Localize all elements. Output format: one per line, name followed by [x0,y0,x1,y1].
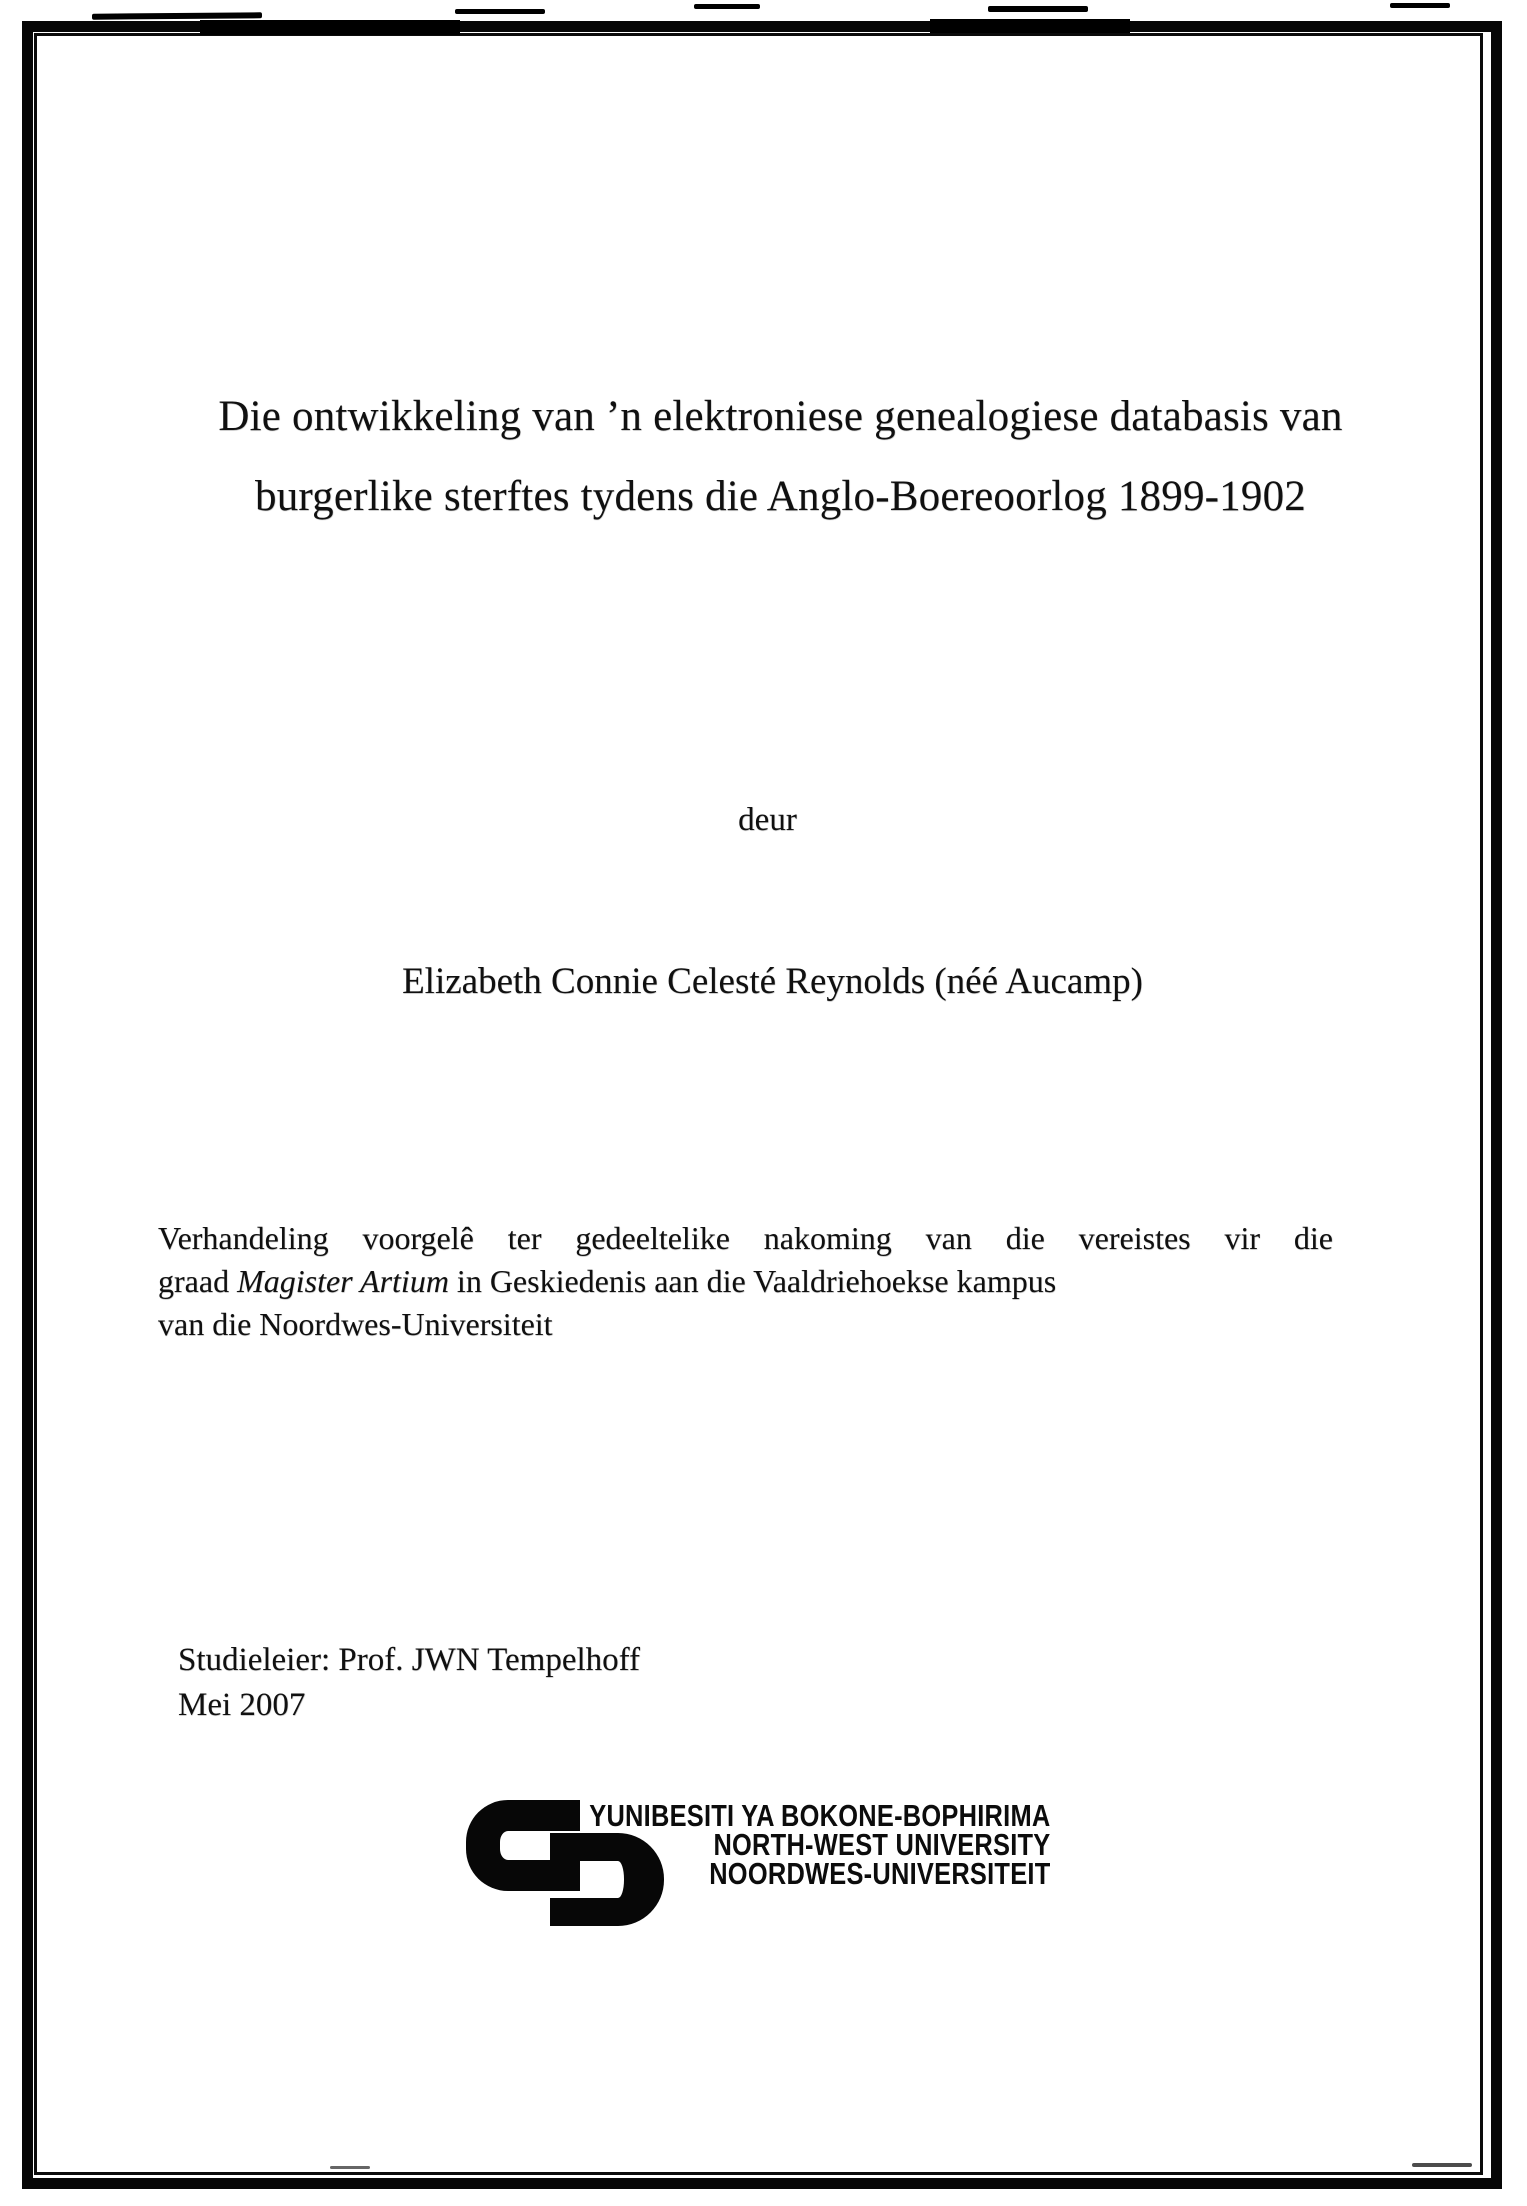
scan-artifact [455,9,545,14]
university-logo-text [588,1798,1050,1891]
scan-artifact [988,6,1088,12]
supervisor-line: Studieleier: Prof. JWN Tempelhoff [178,1642,641,1678]
logo-line-english: NORTH-WEST UNIVERSITY [712,1827,1050,1862]
degree-statement-line3: van die Noordwes-Universiteit [158,1306,553,1342]
degree-statement-line1: Verhandeling voorgelê ter gedeeltelike nakoming van die vereistes vir die [158,1220,1333,1256]
degree-statement [158,1217,1333,1346]
degree-statement-line2-pre: graad [158,1263,238,1299]
logo-line-setswana: YUNIBESITI YA BOKONE-BOPHIRIMA [588,1798,1050,1833]
scan-artifact [92,12,262,19]
byline-label: deur [738,802,797,838]
degree-statement-line2 [158,1260,1333,1303]
author-name: Elizabeth Connie Celesté Reynolds (néé Aucamp) [402,961,1143,1002]
scan-artifact [200,20,460,35]
scan-artifact [930,19,1130,33]
degree-name-italic: Magister Artium [237,1263,449,1299]
scan-artifact [330,2166,370,2169]
scan-artifact [1412,2163,1472,2167]
thesis-title-line2: burgerlike sterftes tydens die Anglo-Boereoorlog 1899-1902 [255,473,1306,520]
scan-artifact [694,4,760,9]
supervisor-block [178,1638,640,1728]
degree-statement-line2-post: in Geskiedenis aan die Vaaldriehoekse kampus [448,1263,1057,1299]
logo-line-afrikaans: NOORDWES-UNIVERSITEIT [708,1856,1050,1891]
date-line: Mei 2007 [178,1687,306,1723]
thesis-title-line1: Die ontwikkeling van ’n elektroniese genealogiese databasis van [218,393,1343,440]
scan-artifact [1390,3,1450,8]
thesis-title [34,377,1527,537]
